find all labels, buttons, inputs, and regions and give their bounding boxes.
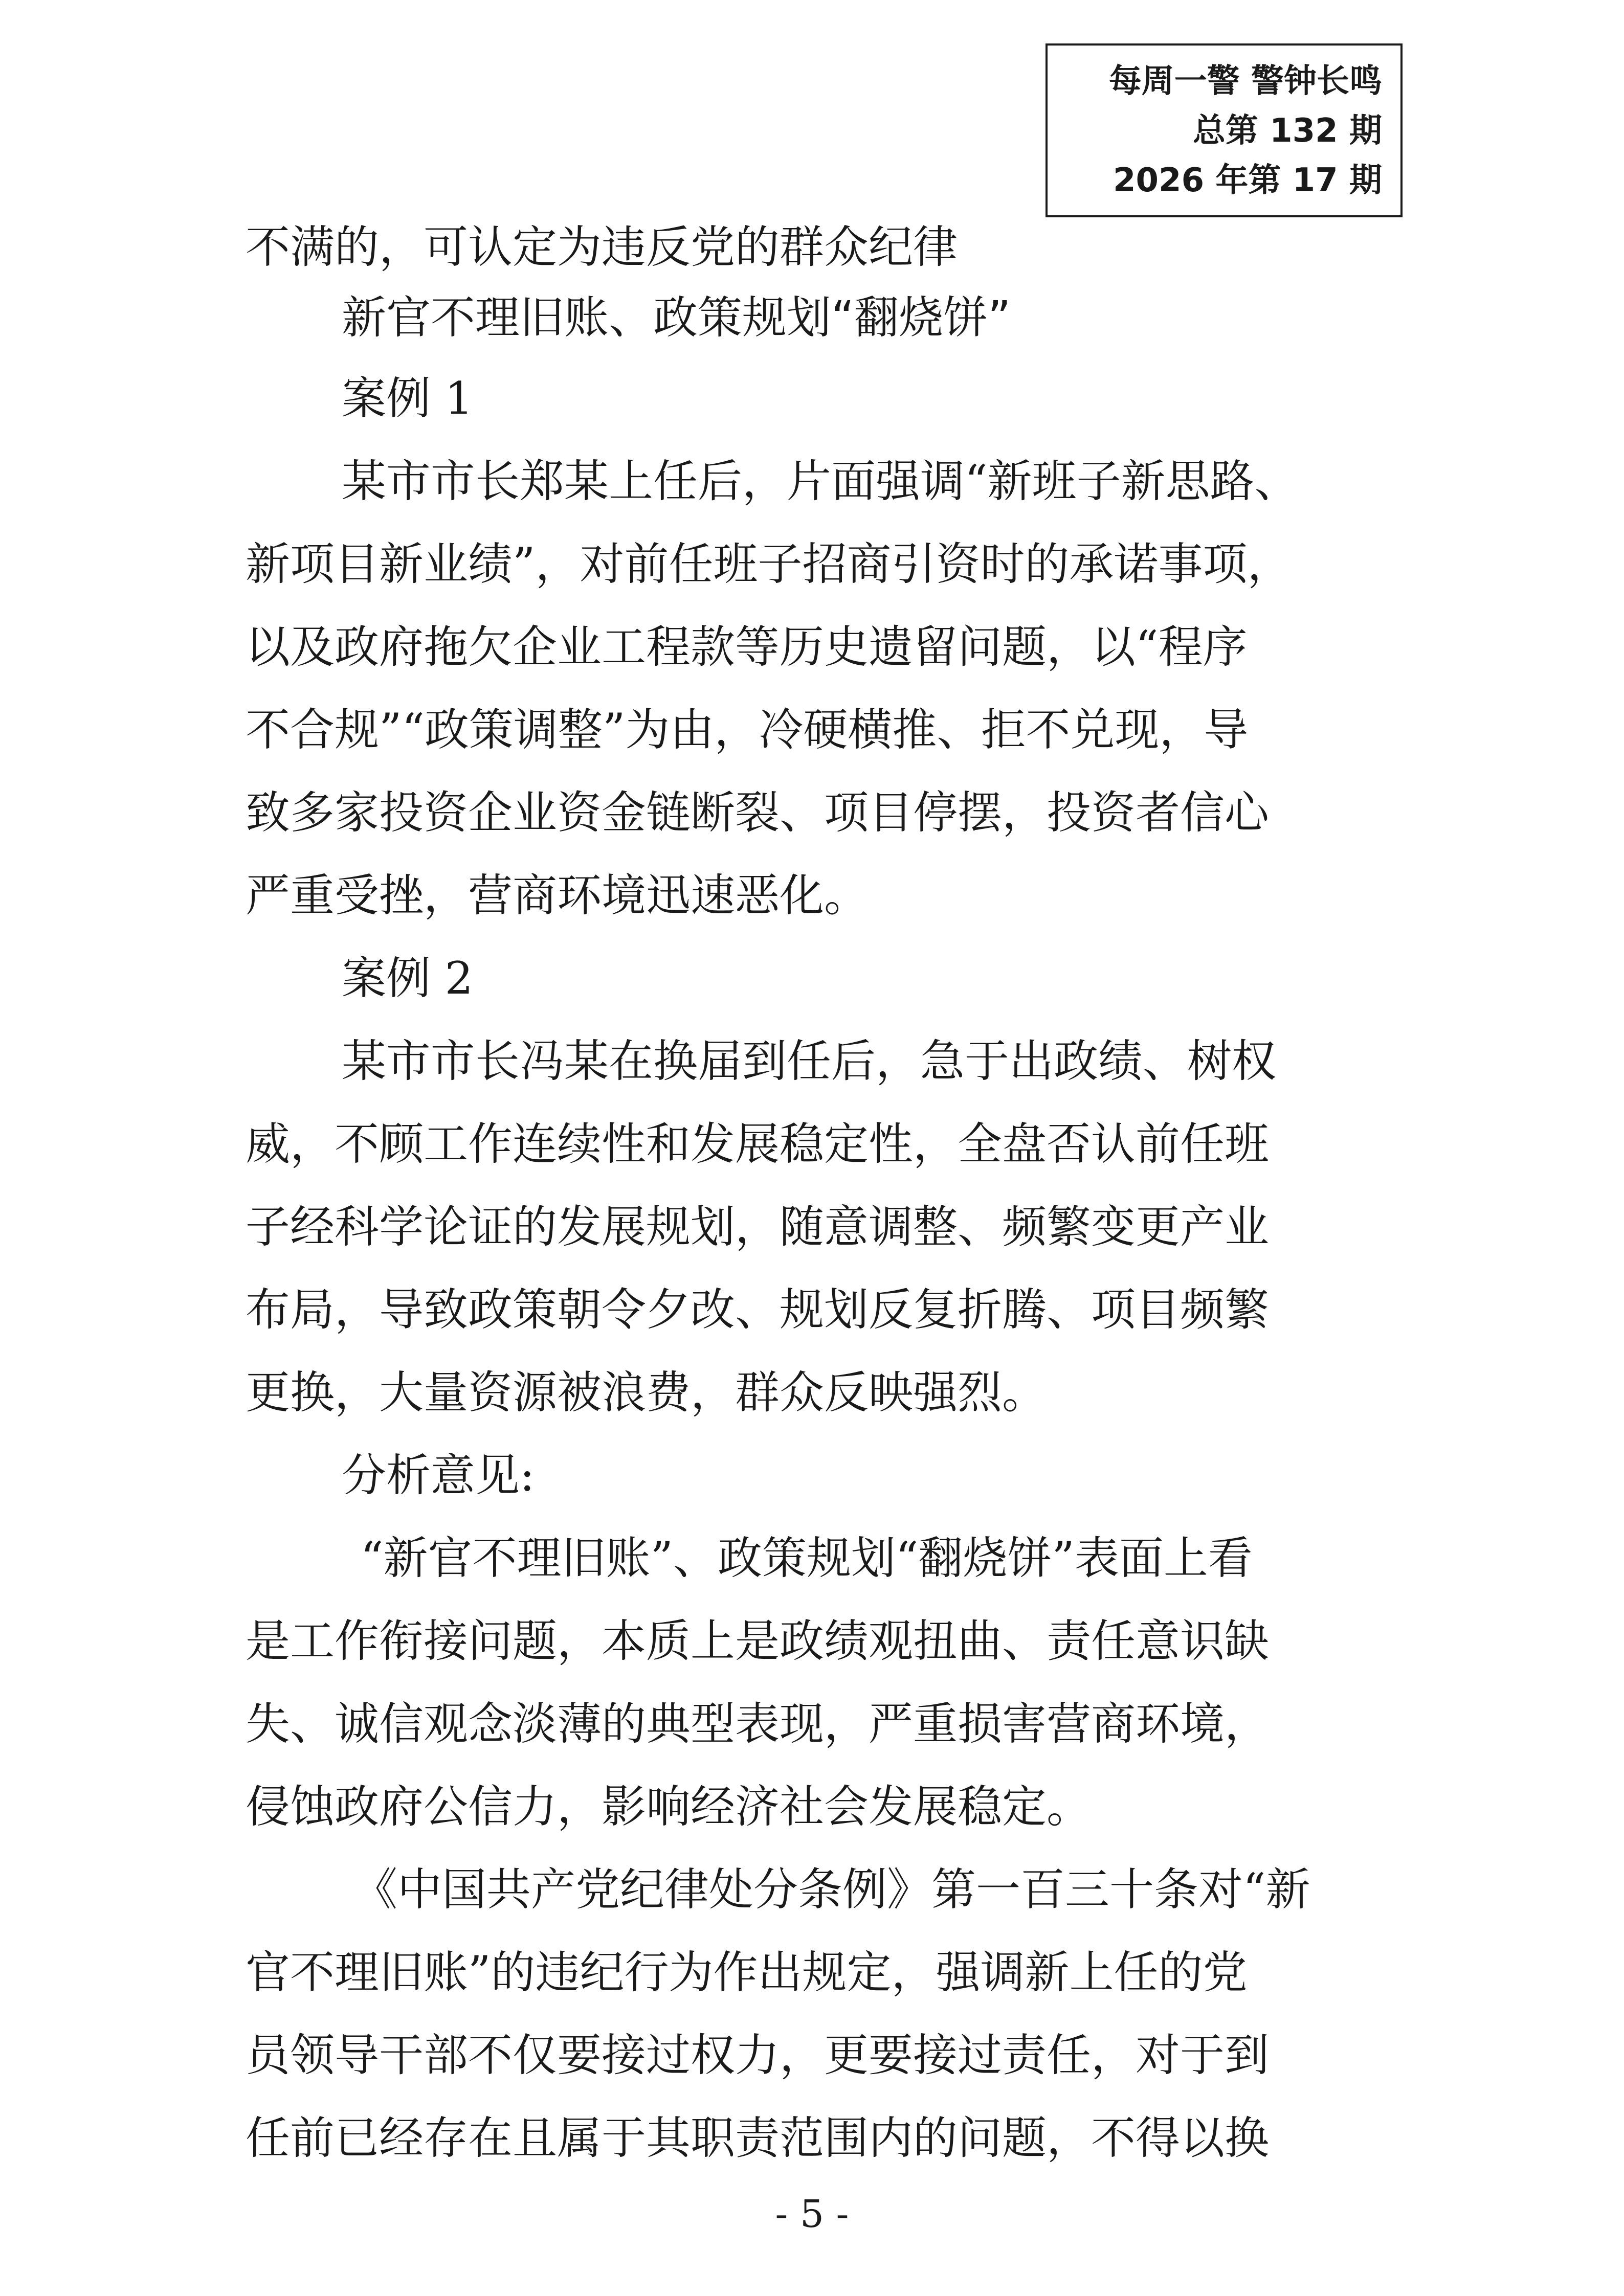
case1-line-1: 某市市长郑某上任后，片面强调“新班子新思路、: [342, 455, 1299, 507]
analysis-line-1: “新官不理旧账”、政策规划“翻烧饼”表面上看: [361, 1532, 1253, 1584]
header-total-issue: 总第 132 期: [1192, 112, 1382, 150]
analysis-line-2: 是工作衔接问题，本质上是政绩观扭曲、责任意识缺: [246, 1615, 1269, 1667]
header-slogan: 每周一警 警钟长鸣: [1108, 62, 1382, 100]
case2-line-3: 子经科学论证的发展规划，随意调整、频繁变更产业: [246, 1201, 1269, 1253]
case2-line-4: 布局，导致政策朝令夕改、规划反复折腾、项目频繁: [246, 1284, 1269, 1336]
regulation-line-4: 任前已经存在且属于其职责范围内的问题，不得以换: [246, 2112, 1269, 2164]
case1-line-5: 致多家投资企业资金链断裂、项目停摆，投资者信心: [246, 786, 1269, 839]
page-number: - 5 -: [775, 2192, 849, 2236]
analysis-line-4: 侵蚀政府公信力，影响经济社会发展稳定。: [246, 1781, 1091, 1833]
case2-label: 案例 2: [342, 952, 474, 1004]
case2-line-2: 威，不顾工作连续性和发展稳定性，全盘否认前任班: [246, 1118, 1269, 1170]
regulation-line-3: 员领导干部不仅要接过权力，更要接过责任，对于到: [246, 2029, 1269, 2081]
regulation-line-2: 官不理旧账”的违纪行为作出规定，强调新上任的党: [246, 1946, 1248, 1998]
case2-line-1: 某市市长冯某在换届到任后，急于出政绩、树权: [342, 1035, 1276, 1087]
header-year-issue: 2026 年第 17 期: [1113, 162, 1382, 199]
case2-line-5: 更换，大量资源被浪费，群众反映强烈。: [246, 1366, 1047, 1419]
case1-label: 案例 1: [342, 372, 474, 424]
analysis-line-3: 失、诚信观念淡薄的典型表现，严重损害营商环境，: [246, 1698, 1269, 1750]
issue-header-box: [1045, 43, 1403, 217]
regulation-line-1: 《中国共产党纪律处分条例》第一百三十条对“新: [353, 1863, 1310, 1916]
section-title: 新官不理旧账、政策规划“翻烧饼”: [342, 291, 1011, 344]
case1-line-2: 新项目新业绩”，对前任班子招商引资时的承诺事项，: [246, 538, 1292, 590]
case1-line-4: 不合规”“政策调整”为由，冷硬横推、拒不兑现，导: [246, 704, 1249, 756]
case1-line-6: 严重受挫，营商环境迅速恶化。: [246, 869, 869, 921]
intro-line: 不满的，可认定为违反党的群众纪律: [246, 221, 958, 273]
analysis-label: 分析意见:: [342, 1449, 535, 1501]
case1-line-3: 以及政府拖欠企业工程款等历史遗留问题，以“程序: [246, 621, 1248, 673]
